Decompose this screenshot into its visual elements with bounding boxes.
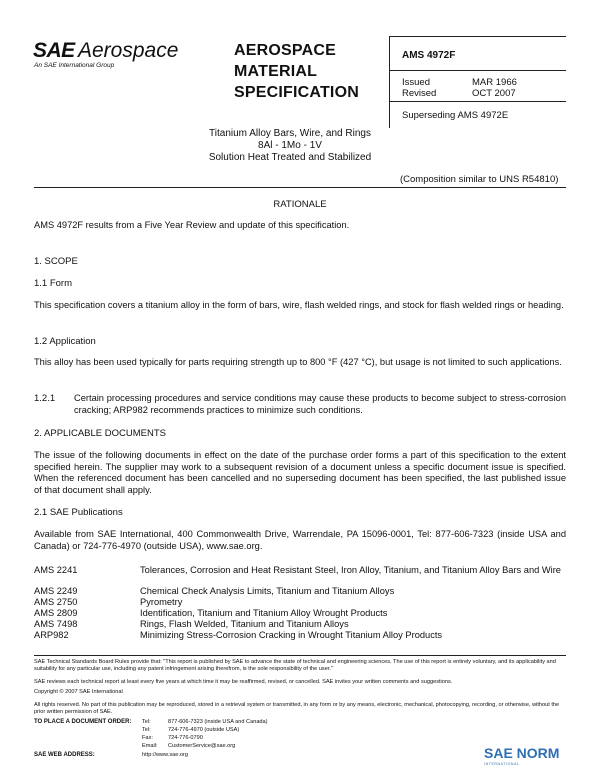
doc-title: Rings, Flash Welded, Titanium and Titanium Alloys	[140, 619, 349, 629]
issued-date: MAR 1966	[472, 77, 517, 88]
doc-code: AMS 2249	[34, 586, 78, 596]
section-1-1-heading: 1.1 Form	[34, 278, 73, 289]
sae-norm-logo	[484, 742, 584, 766]
section-1-1-text: This specification covers a titanium alloy in the form of bars, wire, flash welded rings, and stock for flash welded rings or heading.	[34, 300, 564, 310]
header-divider-vertical	[389, 36, 390, 128]
tel-value: 877-606-7323 (inside USA and Canada)	[168, 719, 268, 725]
footer-rights-text: All rights reserved. No part of this publication may be reproduced, stored in a retrieval system or transmitted, in any form or by any means, electronic, mechanical, photocopying, recording, or otherwise, without the prior written permission of SAE.	[34, 702, 560, 715]
doc-code: ARP982	[34, 630, 69, 640]
issued-label: Issued	[402, 77, 430, 88]
doc-title: Minimizing Stress-Corrosion Cracking in Wrought Titanium Alloy Products	[140, 630, 443, 640]
section-2-heading: 2. APPLICABLE DOCUMENTS	[34, 428, 166, 439]
section-1-2-heading: 1.2 Application	[34, 336, 96, 347]
footer-review-text: SAE reviews each technical report at least every five years at which time it may be reaffirmed, revised, or cancelled. SAE invites your written comments and suggestions.	[34, 679, 453, 685]
email-label: Email:	[142, 743, 158, 749]
superseding-note: Superseding AMS 4972E	[402, 110, 509, 121]
header-rule-top	[389, 36, 566, 37]
tel-label: Tel:	[142, 719, 151, 725]
section-2-1-heading: 2.1 SAE Publications	[34, 507, 123, 518]
footer-rules-text: SAE Technical Standards Board Rules provide that: "This report is published by SAE to advance the state of technical and engineering sciences. The use of this report is entirely voluntary, and its applicability and suitability for any particular use, including any patent infringement arising therefrom, is the sole responsibility of the user."	[34, 659, 556, 672]
web-link[interactable]: http://www.sae.org	[142, 752, 189, 758]
subject-line-2: 8Al - 1Mo - 1V	[258, 140, 322, 151]
sae-norm-text: SAE NORM	[484, 745, 560, 761]
section-1-2-1-number: 1.2.1	[34, 393, 56, 404]
doc-title: Chemical Check Analysis Limits, Titanium and Titanium Alloys	[140, 586, 395, 596]
doc-code: AMS 7498	[34, 619, 78, 629]
subject-line-3: Solution Heat Treated and Stabilized	[208, 152, 372, 163]
section-2-1-text: Available from SAE International, 400 Commonwealth Drive, Warrendale, PA 15096-0001, Tel: 877-606-7323 (inside USA and Canada) or 724-776-4970 (outside USA), www.sae.org.	[34, 529, 566, 551]
section-1-heading: 1. SCOPE	[34, 256, 78, 267]
doc-code: AMS 2241	[34, 565, 78, 575]
sae-norm-under: INTERNATIONAL	[484, 762, 520, 766]
header-rule-low	[389, 101, 566, 102]
fax-label: Fax:	[142, 735, 153, 741]
web-label: SAE WEB ADDRESS:	[34, 752, 95, 758]
doc-title: Pyrometry	[140, 597, 183, 607]
doc-title-line-1: AEROSPACE	[234, 42, 336, 59]
doc-code: AMS 2809	[34, 608, 78, 618]
rationale-text: AMS 4972F results from a Five Year Review and update of this specification.	[34, 220, 350, 230]
aerospace-logo-text: Aerospace	[78, 39, 179, 62]
doc-title-line-2: MATERIAL	[234, 63, 318, 80]
tel2-label: Tel:	[142, 727, 151, 733]
order-label: TO PLACE A DOCUMENT ORDER:	[34, 719, 132, 725]
section-2-text: The issue of the following documents in effect on the date of the purchase order forms a part of this specification to the extent specified herein. The supplier may work to a subsequent revision of a document unless a specific document issue is specified. When the referenced document has been cancelled and no superseding document has been specified, the last published issue of that document shall apply.	[34, 450, 566, 495]
subject-line-1: Titanium Alloy Bars, Wire, and Rings	[209, 128, 371, 139]
fax-value: 724-776-0790	[168, 735, 203, 741]
doc-title: Identification, Titanium and Titanium Alloy Wrought Products	[140, 608, 388, 618]
doc-code: AMS 2750	[34, 597, 78, 607]
doc-title-line-3: SPECIFICATION	[234, 84, 359, 101]
header-rule-mid	[389, 70, 566, 71]
revised-date: OCT 2007	[472, 88, 516, 99]
footer-separator	[34, 655, 566, 656]
header-separator	[34, 187, 566, 188]
rationale-heading: RATIONALE	[273, 199, 327, 210]
section-1-2-1-text: Certain processing procedures and service conditions may cause these products to become subject to stress-corrosion cracking; ARP982 recommends practices to minimize such conditions.	[74, 393, 566, 415]
revised-label: Revised	[402, 88, 437, 99]
tel2-value: 724-776-4970 (outside USA)	[168, 727, 240, 733]
sae-logo-mark: SAE	[33, 39, 75, 62]
email-link[interactable]: CustomerService@sae.org	[168, 743, 236, 749]
section-1-2-text: This alloy has been used typically for parts requiring strength up to 800 °F (427 °C), but usage is not limited to such applications.	[34, 357, 562, 367]
doc-title: Tolerances, Corrosion and Heat Resistant Steel, Iron Alloy, Titanium, and Titanium Alloy Bars and Wire	[140, 565, 561, 575]
footer-copyright: Copyright © 2007 SAE International	[34, 689, 123, 695]
composition-note: (Composition similar to UNS R54810)	[400, 174, 559, 185]
logo-subtitle: An SAE International Group	[34, 62, 115, 69]
ams-number: AMS 4972F	[402, 50, 456, 61]
